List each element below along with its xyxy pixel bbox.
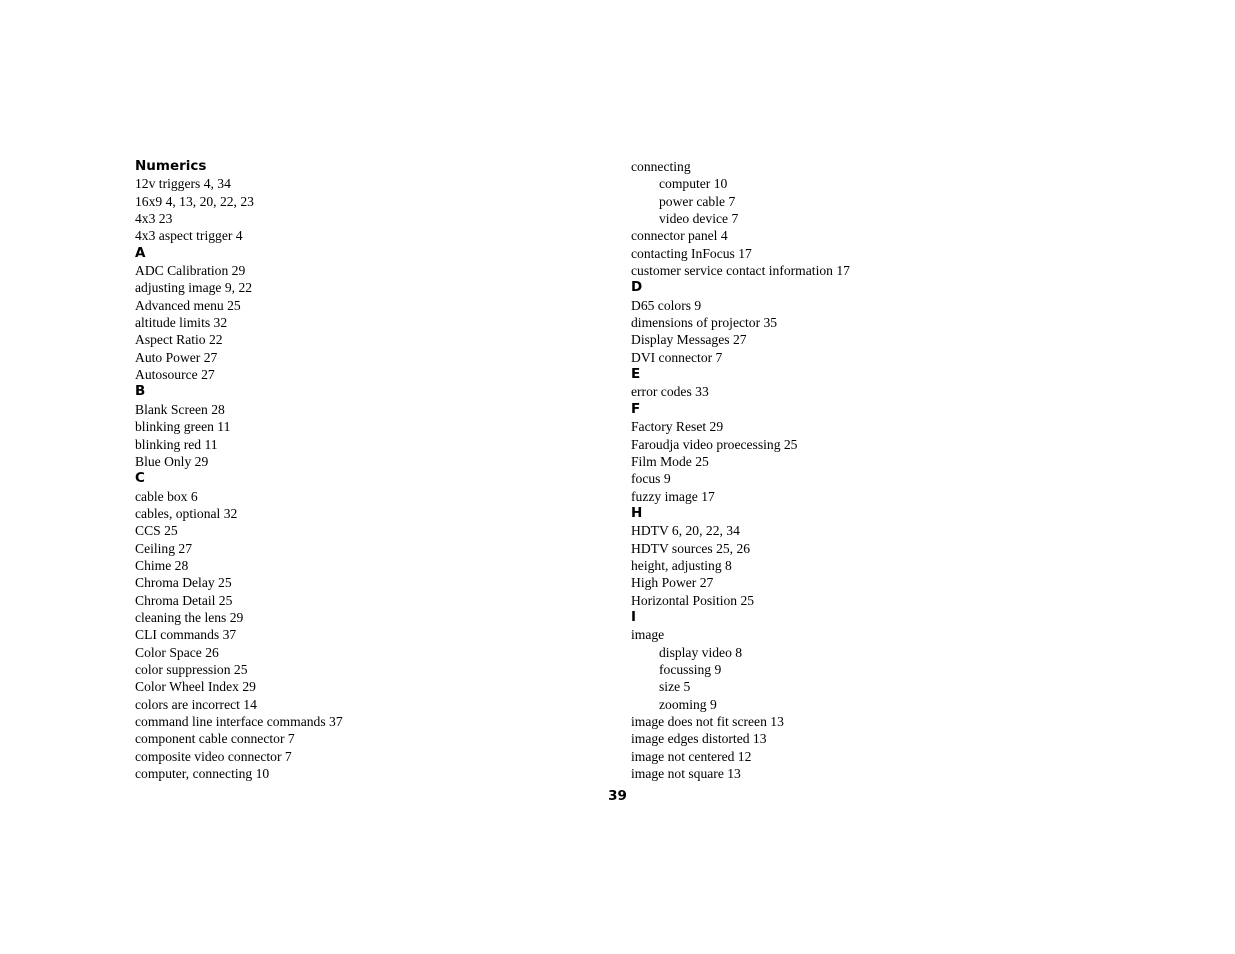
index-entry: 16x9 4, 13, 20, 22, 23 bbox=[135, 193, 254, 209]
index-entry: 4x3 aspect trigger 4 bbox=[135, 228, 243, 244]
index-entry: Blank Screen 28 bbox=[135, 401, 225, 417]
index-entry: adjusting image 9, 22 bbox=[135, 280, 253, 296]
index-entry: Advanced menu 25 bbox=[135, 297, 241, 313]
index-entry: CCS 25 bbox=[135, 523, 178, 539]
index-entry: computer, connecting 10 bbox=[135, 766, 270, 782]
index-entry: contacting InFocus 17 bbox=[631, 245, 752, 261]
index-entry: command line interface commands 37 bbox=[135, 714, 343, 729]
index-entry: HDTV 6, 20, 22, 34 bbox=[631, 523, 740, 539]
index-entry: Chime 28 bbox=[135, 557, 189, 573]
index-entry: ADC Calibration 29 bbox=[135, 263, 246, 279]
index-entry: CLI commands 37 bbox=[135, 627, 237, 643]
index-subentry: focussing 9 bbox=[659, 661, 722, 677]
index-subentry: zooming 9 bbox=[659, 696, 717, 712]
index-section-heading: B bbox=[135, 383, 146, 400]
index-subentry: video device 7 bbox=[659, 211, 739, 227]
index-entry: customer service contact information 17 bbox=[631, 263, 850, 279]
index-entry: Auto Power 27 bbox=[135, 349, 218, 365]
index-entry: image does not fit screen 13 bbox=[631, 714, 784, 729]
index-entry: blinking red 11 bbox=[135, 436, 218, 452]
index-entry: Horizontal Position 25 bbox=[631, 592, 755, 608]
index-entry: altitude limits 32 bbox=[135, 315, 228, 331]
index-entry: Color Wheel Index 29 bbox=[135, 679, 256, 695]
index-section-heading: E bbox=[631, 366, 641, 383]
index-entry: Ceiling 27 bbox=[135, 540, 193, 556]
index-section-heading: A bbox=[135, 244, 146, 261]
index-subentry: display video 8 bbox=[659, 644, 743, 660]
index-column-right bbox=[631, 158, 1151, 782]
index-entry: Faroudja video proecessing 25 bbox=[631, 436, 798, 452]
index-section-heading: H bbox=[631, 504, 643, 521]
index-entry: High Power 27 bbox=[631, 575, 714, 591]
index-entry: HDTV sources 25, 26 bbox=[631, 540, 751, 556]
index-entry: 12v triggers 4, 34 bbox=[135, 176, 231, 192]
index-subentry: computer 10 bbox=[659, 176, 728, 192]
index-entry: component cable connector 7 bbox=[135, 731, 295, 747]
index-entry: image not centered 12 bbox=[631, 748, 752, 764]
index-entry: cables, optional 32 bbox=[135, 505, 238, 521]
index-entry: focus 9 bbox=[631, 471, 671, 487]
index-entry: image not square 13 bbox=[631, 766, 741, 782]
index-entry: Display Messages 27 bbox=[631, 332, 747, 348]
index-entry: Color Space 26 bbox=[135, 644, 219, 660]
index-entry: composite video connector 7 bbox=[135, 748, 292, 764]
index-section-heading: Numerics bbox=[135, 158, 207, 174]
index-subentry: size 5 bbox=[659, 679, 691, 695]
index-entry: 4x3 23 bbox=[135, 211, 173, 227]
index-entry: cleaning the lens 29 bbox=[135, 609, 244, 625]
index-section-heading: I bbox=[631, 608, 637, 625]
index-section-heading: C bbox=[135, 470, 145, 487]
index-entry: fuzzy image 17 bbox=[631, 488, 715, 504]
page-number: 39 bbox=[608, 788, 627, 804]
index-entry: Factory Reset 29 bbox=[631, 419, 724, 435]
index-entry: colors are incorrect 14 bbox=[135, 696, 257, 712]
index-entry: Aspect Ratio 22 bbox=[135, 332, 223, 348]
index-entry: D65 colors 9 bbox=[631, 297, 702, 313]
index-entry: Chroma Delay 25 bbox=[135, 575, 232, 591]
index-entry: connecting bbox=[631, 159, 691, 174]
index-section-heading: D bbox=[631, 279, 643, 296]
index-subentry: power cable 7 bbox=[659, 193, 736, 209]
index-entry: Autosource 27 bbox=[135, 367, 215, 383]
index-entry: blinking green 11 bbox=[135, 419, 231, 435]
index-entry: connector panel 4 bbox=[631, 228, 728, 244]
index-entry: cable box 6 bbox=[135, 488, 198, 504]
index-column-left bbox=[135, 158, 605, 782]
index-entry: DVI connector 7 bbox=[631, 349, 723, 365]
index-section-heading: F bbox=[631, 400, 641, 417]
index-entry: color suppression 25 bbox=[135, 661, 248, 677]
index-entry: Blue Only 29 bbox=[135, 453, 209, 469]
index-entry: image edges distorted 13 bbox=[631, 731, 767, 747]
index-entry: Film Mode 25 bbox=[631, 453, 709, 469]
index-entry: height, adjusting 8 bbox=[631, 557, 732, 573]
index-entry: error codes 33 bbox=[631, 384, 709, 400]
index-entry: Chroma Detail 25 bbox=[135, 592, 233, 608]
index-entry: image bbox=[631, 627, 665, 643]
index-entry: dimensions of projector 35 bbox=[631, 315, 778, 331]
